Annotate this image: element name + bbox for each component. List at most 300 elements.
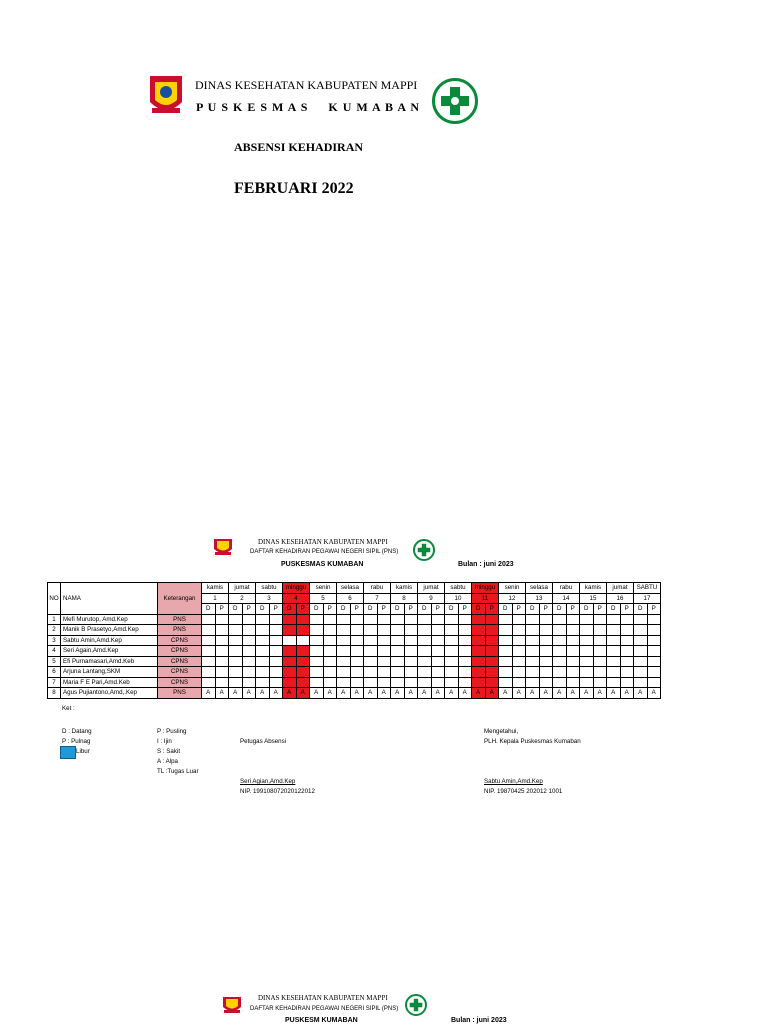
attendance-cell <box>485 677 499 688</box>
attendance-cell <box>580 646 594 657</box>
attendance-cell <box>256 667 270 678</box>
attendance-cell <box>620 635 634 646</box>
attendance-cell <box>445 667 459 678</box>
puskesmas-cross-logo-small-2 <box>405 994 427 1016</box>
pulang-cell: P <box>296 604 310 615</box>
attendance-cell: A <box>445 688 459 699</box>
petugas-name: Seri Agian,Amd.Kep <box>240 778 296 785</box>
attendance-cell <box>404 667 418 678</box>
attendance-cell <box>607 614 621 625</box>
attendance-cell <box>647 646 661 657</box>
attendance-cell <box>391 677 405 688</box>
attendance-cell <box>499 646 513 657</box>
attendance-cell <box>215 646 229 657</box>
attendance-cell <box>485 635 499 646</box>
clinic-title: P U S K E S M A S K U M A B A N <box>196 100 421 114</box>
attendance-cell <box>404 646 418 657</box>
attendance-cell <box>512 625 526 636</box>
attendance-cell <box>458 667 472 678</box>
employee-status: CPNS <box>158 646 202 657</box>
employee-status: CPNS <box>158 635 202 646</box>
pulang-cell: P <box>647 604 661 615</box>
attendance-cell: A <box>620 688 634 699</box>
pulang-cell: P <box>512 604 526 615</box>
attendance-cell <box>242 646 256 657</box>
attendance-cell <box>553 646 567 657</box>
attendance-cell <box>634 614 648 625</box>
attendance-subtitle: DAFTAR KEHADIRAN PEGAWAI NEGERI SIPIL (PNS) <box>250 549 399 555</box>
attendance-cell <box>512 646 526 657</box>
attendance-cell <box>485 646 499 657</box>
attendance-cell <box>323 635 337 646</box>
attendance-cell <box>337 667 351 678</box>
attendance-cell <box>539 635 553 646</box>
attendance-cell <box>593 646 607 657</box>
attendance-cell <box>418 635 432 646</box>
attendance-cell <box>350 656 364 667</box>
attendance-cell <box>580 677 594 688</box>
day-name-cell: kamis <box>202 583 229 594</box>
attendance-cell <box>593 614 607 625</box>
attendance-cell <box>283 667 297 678</box>
date-cell: 10 <box>445 593 472 604</box>
attendance-cell <box>202 656 216 667</box>
attendance-cell <box>431 656 445 667</box>
attendance-cell: A <box>337 688 351 699</box>
attendance-cell <box>620 667 634 678</box>
attendance-cell <box>256 625 270 636</box>
attendance-cell <box>431 646 445 657</box>
attendance-cell <box>323 625 337 636</box>
legend-datang: D : Datang <box>62 728 92 735</box>
table-row <box>48 656 661 667</box>
attendance-cell <box>566 635 580 646</box>
attendance-cell <box>310 677 324 688</box>
attendance-cell <box>620 625 634 636</box>
day-name-cell: sabtu <box>256 583 283 594</box>
datang-cell: D <box>580 604 594 615</box>
attendance-cell <box>377 656 391 667</box>
attendance-cell: A <box>283 688 297 699</box>
attendance-cell <box>202 635 216 646</box>
row-number: 5 <box>48 656 61 667</box>
employee-status: CPNS <box>158 677 202 688</box>
attendance-cell <box>607 625 621 636</box>
attendance-cell <box>269 635 283 646</box>
attendance-cell <box>256 677 270 688</box>
agency-title-3: DINAS KESEHATAN KABUPATEN MAPPI <box>258 994 388 1002</box>
attendance-cell <box>526 646 540 657</box>
attendance-cell <box>242 667 256 678</box>
attendance-cell <box>377 667 391 678</box>
attendance-cell: A <box>256 688 270 699</box>
attendance-cell <box>553 656 567 667</box>
date-cell: 12 <box>499 593 526 604</box>
attendance-cell <box>391 614 405 625</box>
attendance-cell <box>580 635 594 646</box>
attendance-cell <box>229 646 243 657</box>
legend-tugas-luar: TL :Tugas Luar <box>157 768 199 775</box>
attendance-cell <box>485 614 499 625</box>
attendance-cell <box>647 614 661 625</box>
attendance-cell <box>202 646 216 657</box>
datang-cell: D <box>634 604 648 615</box>
attendance-cell <box>242 614 256 625</box>
pulang-cell: P <box>593 604 607 615</box>
attendance-cell <box>229 656 243 667</box>
attendance-cell <box>580 656 594 667</box>
date-cell: 4 <box>283 593 310 604</box>
attendance-cell <box>202 667 216 678</box>
attendance-cell <box>310 635 324 646</box>
day-name-cell: minggu <box>472 583 499 594</box>
attendance-cell <box>242 635 256 646</box>
attendance-cell <box>580 614 594 625</box>
attendance-cell <box>202 677 216 688</box>
employee-name: Maria F E Pari,Amd.Keb <box>61 677 158 688</box>
attendance-cell: A <box>404 688 418 699</box>
attendance-cell <box>350 667 364 678</box>
day-name-cell: SABTU <box>634 583 661 594</box>
attendance-cell <box>269 625 283 636</box>
attendance-cell <box>634 677 648 688</box>
attendance-cell <box>310 667 324 678</box>
attendance-cell <box>364 646 378 657</box>
attendance-cell <box>296 614 310 625</box>
date-cell: 17 <box>634 593 661 604</box>
attendance-cell <box>431 625 445 636</box>
employee-name: Seri Again,Amd.Kep <box>61 646 158 657</box>
attendance-cell: A <box>472 688 486 699</box>
attendance-cell <box>404 677 418 688</box>
attendance-cell: A <box>593 688 607 699</box>
attendance-cell <box>566 625 580 636</box>
attendance-cell <box>539 614 553 625</box>
attendance-cell <box>647 625 661 636</box>
attendance-table <box>47 582 661 699</box>
attendance-cell <box>256 614 270 625</box>
attendance-cell <box>647 656 661 667</box>
clinic-name: PUSKESMAS KUMABAN <box>281 561 364 568</box>
attendance-cell <box>242 656 256 667</box>
legend-libur: Libur <box>76 748 90 755</box>
datang-cell: D <box>607 604 621 615</box>
pulang-cell: P <box>323 604 337 615</box>
attendance-cell <box>283 625 297 636</box>
attendance-cell: A <box>296 688 310 699</box>
datang-cell: D <box>364 604 378 615</box>
attendance-cell: A <box>499 688 513 699</box>
bulan-label: Bulan : juni 2023 <box>458 561 514 568</box>
attendance-cell <box>620 656 634 667</box>
attendance-cell <box>472 625 486 636</box>
attendance-cell <box>512 667 526 678</box>
table-row <box>48 625 661 636</box>
attendance-cell <box>404 635 418 646</box>
datang-cell: D <box>256 604 270 615</box>
datang-cell: D <box>283 604 297 615</box>
attendance-cell <box>458 635 472 646</box>
table-row <box>48 667 661 678</box>
attendance-cell <box>215 625 229 636</box>
attendance-cell <box>445 656 459 667</box>
attendance-cell <box>499 614 513 625</box>
attendance-cell: A <box>215 688 229 699</box>
row-number: 8 <box>48 688 61 699</box>
attendance-cell <box>539 625 553 636</box>
datang-cell: D <box>337 604 351 615</box>
puskesmas-cross-logo-small <box>413 539 435 561</box>
kepala-nip: NIP. 19870425 202012 1001 <box>484 788 563 795</box>
day-name-cell: selasa <box>337 583 364 594</box>
legend-ijin: I : Ijin <box>157 738 172 745</box>
attendance-cell <box>512 656 526 667</box>
attendance-cell <box>404 625 418 636</box>
agency-title: DINAS KESEHATAN KABUPATEN MAPPI <box>195 78 418 92</box>
row-number: 6 <box>48 667 61 678</box>
attendance-cell <box>269 677 283 688</box>
attendance-cell <box>229 614 243 625</box>
attendance-cell <box>431 614 445 625</box>
attendance-cell <box>283 656 297 667</box>
attendance-cell <box>310 614 324 625</box>
attendance-cell <box>391 667 405 678</box>
attendance-cell <box>364 677 378 688</box>
attendance-cell <box>337 656 351 667</box>
legend-alpa: A : Alpa <box>157 758 178 765</box>
attendance-cell <box>377 635 391 646</box>
attendance-cell <box>283 614 297 625</box>
attendance-cell <box>634 667 648 678</box>
attendance-cell <box>607 656 621 667</box>
attendance-cell <box>647 667 661 678</box>
attendance-cell: A <box>202 688 216 699</box>
attendance-cell <box>296 635 310 646</box>
attendance-cell <box>310 646 324 657</box>
attendance-cell <box>229 677 243 688</box>
attendance-cell <box>377 677 391 688</box>
attendance-cell <box>553 677 567 688</box>
attendance-cell <box>634 646 648 657</box>
pulang-cell: P <box>620 604 634 615</box>
attendance-cell <box>458 646 472 657</box>
employee-name: Agus Pujiantono,Amd,.Kep <box>61 688 158 699</box>
attendance-cell <box>418 614 432 625</box>
attendance-cell <box>499 677 513 688</box>
employee-status: PNS <box>158 625 202 636</box>
attendance-cell <box>215 677 229 688</box>
employee-name: Manik B Prasetyo,Amd.Kep <box>61 625 158 636</box>
attendance-cell <box>580 667 594 678</box>
attendance-cell: A <box>350 688 364 699</box>
attendance-cell: A <box>526 688 540 699</box>
attendance-cell <box>296 656 310 667</box>
attendance-cell <box>418 625 432 636</box>
attendance-cell: A <box>566 688 580 699</box>
employee-status: PNS <box>158 688 202 699</box>
attendance-cell <box>499 667 513 678</box>
attendance-cell <box>553 625 567 636</box>
attendance-cell <box>539 667 553 678</box>
attendance-cell <box>377 614 391 625</box>
attendance-cell <box>647 635 661 646</box>
date-cell: 13 <box>526 593 553 604</box>
attendance-cell <box>364 635 378 646</box>
pulang-cell: P <box>539 604 553 615</box>
attendance-cell: A <box>539 688 553 699</box>
attendance-cell <box>634 656 648 667</box>
attendance-cell <box>593 656 607 667</box>
date-cell: 16 <box>607 593 634 604</box>
date-cell: 2 <box>229 593 256 604</box>
employee-status: CPNS <box>158 656 202 667</box>
legend-sakit: S : Sakit <box>157 748 181 755</box>
attendance-cell <box>566 677 580 688</box>
attendance-cell <box>607 667 621 678</box>
date-cell: 8 <box>391 593 418 604</box>
employee-status: CPNS <box>158 667 202 678</box>
attendance-cell <box>296 677 310 688</box>
datang-cell: D <box>391 604 405 615</box>
datang-cell: D <box>418 604 432 615</box>
attendance-cell <box>418 646 432 657</box>
attendance-cell <box>445 625 459 636</box>
header-row-days <box>48 583 661 594</box>
attendance-cell: A <box>553 688 567 699</box>
attendance-cell <box>539 646 553 657</box>
attendance-cell <box>256 656 270 667</box>
attendance-cell <box>364 667 378 678</box>
day-name-cell: senin <box>310 583 337 594</box>
legend-pusling: P : Pusling <box>157 728 187 735</box>
attendance-cell <box>377 625 391 636</box>
attendance-cell <box>566 614 580 625</box>
attendance-cell <box>512 677 526 688</box>
attendance-cell <box>337 614 351 625</box>
date-cell: 11 <box>472 593 499 604</box>
table-row <box>48 635 661 646</box>
datang-cell: D <box>229 604 243 615</box>
attendance-cell <box>364 614 378 625</box>
regency-logo <box>146 72 186 120</box>
attendance-cell <box>607 677 621 688</box>
libur-swatch <box>60 746 76 759</box>
attendance-cell <box>445 646 459 657</box>
row-number: 1 <box>48 614 61 625</box>
attendance-cell <box>472 667 486 678</box>
attendance-cell <box>634 635 648 646</box>
attendance-cell: A <box>634 688 648 699</box>
attendance-cell <box>269 646 283 657</box>
pulang-cell: P <box>377 604 391 615</box>
day-name-cell: rabu <box>364 583 391 594</box>
kepala-label: PLH. Kepala Puskesmas Kumaban <box>484 738 581 745</box>
attendance-cell <box>566 646 580 657</box>
attendance-cell <box>229 667 243 678</box>
attendance-cell <box>256 646 270 657</box>
day-name-cell: minggu <box>283 583 310 594</box>
header-name: NAMA <box>61 583 158 615</box>
pulang-cell: P <box>431 604 445 615</box>
attendance-cell <box>391 656 405 667</box>
attendance-cell <box>215 667 229 678</box>
bulan-label-3: Bulan : juni 2023 <box>451 1017 507 1024</box>
pulang-cell: P <box>350 604 364 615</box>
attendance-cell <box>458 614 472 625</box>
pulang-cell: P <box>485 604 499 615</box>
datang-cell: D <box>445 604 459 615</box>
attendance-cell <box>269 614 283 625</box>
attendance-cell <box>445 677 459 688</box>
attendance-cell <box>458 656 472 667</box>
date-cell: 15 <box>580 593 607 604</box>
header-no: NO <box>48 583 61 615</box>
day-name-cell: selasa <box>526 583 553 594</box>
attendance-cell <box>323 677 337 688</box>
attendance-cell <box>310 656 324 667</box>
attendance-cell: A <box>485 688 499 699</box>
attendance-cell: A <box>323 688 337 699</box>
petugas-label: Petugas Absensi <box>240 738 287 745</box>
attendance-cell <box>526 614 540 625</box>
attendance-cell <box>418 656 432 667</box>
attendance-cell <box>620 646 634 657</box>
date-cell: 9 <box>418 593 445 604</box>
row-number: 7 <box>48 677 61 688</box>
attendance-cell <box>580 625 594 636</box>
attendance-cell: A <box>310 688 324 699</box>
datang-cell: D <box>499 604 513 615</box>
attendance-cell <box>377 646 391 657</box>
attendance-cell <box>647 677 661 688</box>
attendance-cell: A <box>418 688 432 699</box>
datang-cell: D <box>526 604 540 615</box>
attendance-cell <box>229 635 243 646</box>
attendance-cell <box>620 614 634 625</box>
pulang-cell: P <box>269 604 283 615</box>
attendance-cell <box>472 635 486 646</box>
attendance-cell <box>566 667 580 678</box>
day-name-cell: senin <box>499 583 526 594</box>
attendance-cell <box>391 635 405 646</box>
datang-cell: D <box>202 604 216 615</box>
attendance-cell: A <box>607 688 621 699</box>
attendance-cell <box>404 614 418 625</box>
attendance-cell <box>283 635 297 646</box>
clinic-name-3: PUSKESM KUMABAN <box>285 1017 358 1024</box>
attendance-cell: A <box>647 688 661 699</box>
attendance-cell <box>283 646 297 657</box>
day-name-cell: jumat <box>418 583 445 594</box>
employee-name: Mefi Murutop, Amd.Kep <box>61 614 158 625</box>
day-name-cell: jumat <box>229 583 256 594</box>
pulang-cell: P <box>458 604 472 615</box>
attendance-cell <box>431 677 445 688</box>
date-cell: 5 <box>310 593 337 604</box>
attendance-cell <box>391 625 405 636</box>
attendance-cell <box>323 614 337 625</box>
attendance-cell <box>472 646 486 657</box>
mengetahui-label: Mengetahui, <box>484 728 519 735</box>
attendance-cell <box>593 677 607 688</box>
employee-status: PNS <box>158 614 202 625</box>
regency-logo-small <box>212 537 234 557</box>
attendance-cell <box>485 625 499 636</box>
attendance-cell <box>256 635 270 646</box>
attendance-cell <box>296 667 310 678</box>
pulang-cell: P <box>566 604 580 615</box>
day-name-cell: kamis <box>580 583 607 594</box>
